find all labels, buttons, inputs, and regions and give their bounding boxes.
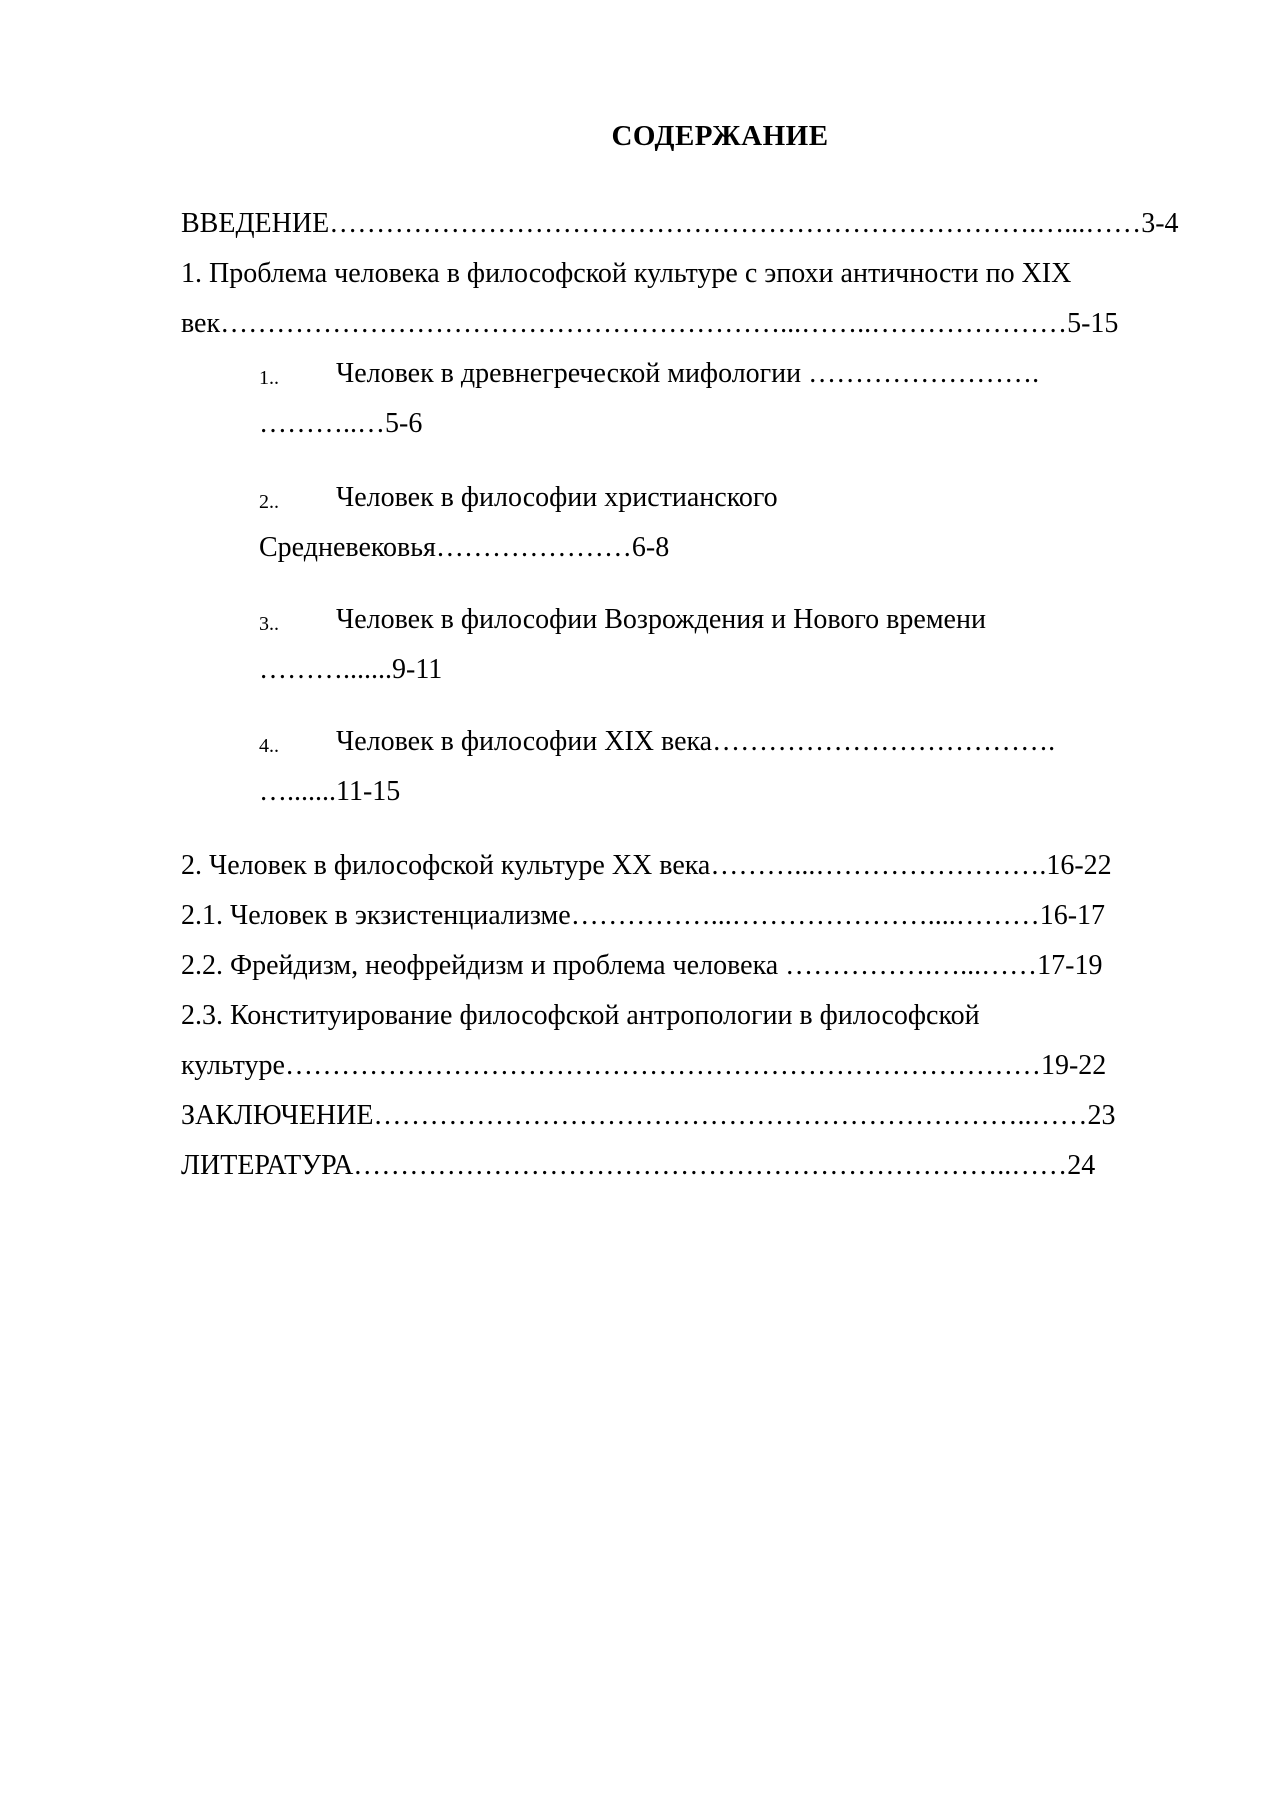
toc-sub3-line1: Человек в философии Возрождения и Нового времени	[336, 604, 986, 635]
toc-sub4-number	[259, 728, 279, 762]
toc-entry-section-2-1: 2.1. Человек в экзистенциализме……………...…………………....………16-17	[181, 900, 1106, 931]
toc-sub2-line1: Человек в философии христианского	[336, 482, 778, 513]
toc-sub1-line2: ………..…5-6	[259, 408, 423, 439]
toc-entry-chapter1-line2: век……………………………………………………...……..…………………5-15	[181, 308, 1119, 339]
toc-sub2-line2: Средневековья…………………6-8	[259, 532, 670, 563]
toc-entry-section-2-3-line2: культуре………………………………………………………………………19-22	[181, 1050, 1107, 1081]
toc-sub3-number	[259, 606, 279, 640]
toc-sub3-line2: ……….......9-11	[259, 654, 443, 685]
toc-sub2-number-text: 2..	[259, 491, 279, 513]
toc-entry-conclusion: ЗАКЛЮЧЕНИЕ……………………………………………………………..……23	[181, 1100, 1116, 1131]
toc-entry-literature: ЛИТЕРАТУРА……………………………………………………………..……24	[181, 1150, 1096, 1181]
toc-entry-chapter1-line1: 1. Проблема человека в философской культуре с эпохи античности по XIX	[181, 258, 1072, 289]
toc-sub4-line2: ….......11-15	[259, 776, 401, 807]
toc-entry-section-2-3-line1: 2.3. Конституирование философской антропологии в философской	[181, 1000, 980, 1031]
toc-sub4-line1: Человек в философии XIX века……………………………….	[336, 726, 1056, 757]
page-title: СОДЕРЖАНИЕ	[611, 120, 829, 152]
toc-entry-intro: ВВЕДЕНИЕ………………………………………………………………….…...……3-4	[181, 208, 1179, 239]
toc-entry-section-2-2: 2.2. Фрейдизм, неофрейдизм и проблема человека …………….…...……17-19	[181, 950, 1103, 981]
toc-sub1-number-text: 1..	[259, 367, 279, 389]
toc-sub1-number	[259, 360, 279, 394]
toc-sub3-number-text: 3..	[259, 613, 279, 635]
toc-sub4-number-text: 4..	[259, 735, 279, 757]
toc-sub2-number	[259, 484, 279, 518]
toc-sub1-line1: Человек в древнегреческой мифологии …………………….	[336, 358, 1040, 389]
toc-entry-chapter2: 2. Человек в философской культуре XX века………...…………………….16-22	[181, 850, 1112, 881]
